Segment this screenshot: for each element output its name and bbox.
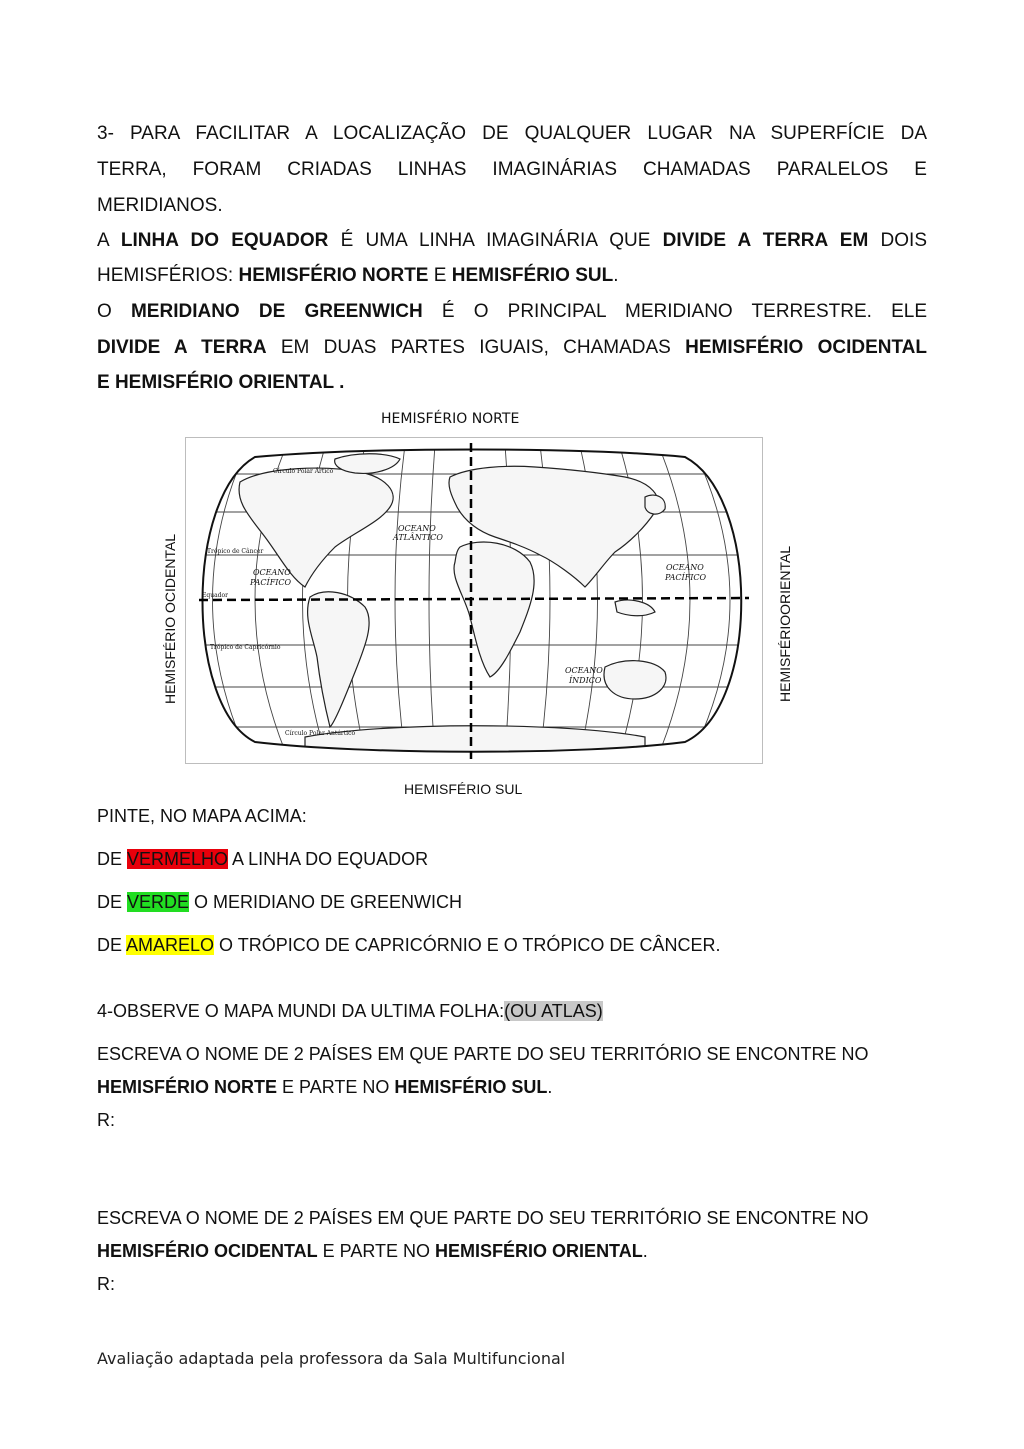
label-ocean-atlantic-1: OCEANO	[398, 524, 436, 533]
q4a-answer-label: R:	[97, 1110, 115, 1130]
footer-note: Avaliação adaptada pela professora da Sala Multifuncional	[97, 1349, 566, 1368]
label-ocean-pacific-east-2: PACÍFICO	[665, 573, 707, 582]
q4a-line-2: HEMISFÉRIO NORTE E PARTE NO HEMISFÉRIO SUL.	[97, 1077, 553, 1097]
label-tropic-cancer: Trópico de Câncer	[207, 548, 264, 555]
q3-para2-line-2: HEMISFÉRIOS: HEMISFÉRIO NORTE E HEMISFÉRIO SUL.	[97, 265, 619, 286]
paint-row-green: DE VERDE O MERIDIANO DE GREENWICH	[97, 892, 463, 912]
q3-para3-line-3: E HEMISFÉRIO ORIENTAL .	[97, 372, 345, 393]
label-hemisferio-sul: HEMISFÉRIO SUL	[404, 781, 523, 797]
q3-para3-line-1: O MERIDIANO DE GREENWICH É O PRINCIPAL MERIDIANO TERRESTRE. ELE	[97, 301, 927, 322]
label-hemisferio-norte: HEMISFÉRIO NORTE	[381, 411, 520, 427]
world-map	[185, 437, 763, 764]
label-hemisferio-ocidental: HEMISFÉRIO OCIDENTAL	[162, 533, 178, 704]
q3-line-1: 3- PARA FACILITAR A LOCALIZAÇÃO DE QUALQUER LUGAR NA SUPERFÍCIE DA	[97, 123, 927, 144]
q4b-line-2: HEMISFÉRIO OCIDENTAL E PARTE NO HEMISFÉRIO ORIENTAL.	[97, 1241, 648, 1261]
q3-para2-line-1: A LINHA DO EQUADOR É UMA LINHA IMAGINÁRIA QUE DIVIDE A TERRA EM DOIS	[97, 230, 927, 251]
q3-line-3: MERIDIANOS.	[97, 195, 223, 216]
label-ocean-atlantic-2: ATLÂNTICO	[393, 533, 443, 542]
label-ocean-indian-1: OCEANO	[565, 666, 603, 675]
label-ocean-pacific-west-2: PACÍFICO	[250, 578, 292, 587]
label-arctic-circle: Círculo Polar Ártico	[273, 468, 334, 475]
highlight-red: VERMELHO	[127, 849, 229, 869]
paint-row-red: DE VERMELHO A LINHA DO EQUADOR	[97, 849, 429, 869]
q4b-answer-label: R:	[97, 1274, 115, 1294]
paint-title: PINTE, NO MAPA ACIMA:	[97, 806, 307, 826]
label-tropic-capricorn: Trópico de Capricórnio	[210, 644, 281, 651]
paint-row-yellow: DE AMARELO O TRÓPICO DE CAPRICÓRNIO E O TRÓPICO DE CÂNCER.	[97, 935, 721, 955]
q3-para3-line-2: DIVIDE A TERRA EM DUAS PARTES IGUAIS, CHAMADAS HEMISFÉRIO OCIDENTAL	[97, 337, 927, 358]
highlight-green: VERDE	[127, 892, 190, 912]
q3-line-2: TERRA, FORAM CRIADAS LINHAS IMAGINÁRIAS CHAMADAS PARALELOS E	[97, 159, 927, 180]
q4a-line-1: ESCREVA O NOME DE 2 PAÍSES EM QUE PARTE DO SEU TERRITÓRIO SE ENCONTRE NO	[97, 1044, 869, 1064]
label-ocean-pacific-west-1: OCEANO	[253, 568, 291, 577]
label-antarctic-circle: Círculo Polar Antártico	[285, 730, 356, 737]
label-hemisferio-oriental: HEMISFÉRIOORIENTAL	[777, 545, 793, 702]
highlight-yellow: AMARELO	[126, 935, 215, 955]
q4-title: 4-OBSERVE O MAPA MUNDI DA ULTIMA FOLHA:(OU ATLAS)	[97, 1001, 603, 1021]
label-ocean-indian-2: ÍNDICO	[569, 676, 602, 685]
label-equator: Equador	[202, 592, 228, 599]
q4b-line-1: ESCREVA O NOME DE 2 PAÍSES EM QUE PARTE DO SEU TERRITÓRIO SE ENCONTRE NO	[97, 1208, 869, 1228]
label-ocean-pacific-east-1: OCEANO	[666, 563, 704, 572]
